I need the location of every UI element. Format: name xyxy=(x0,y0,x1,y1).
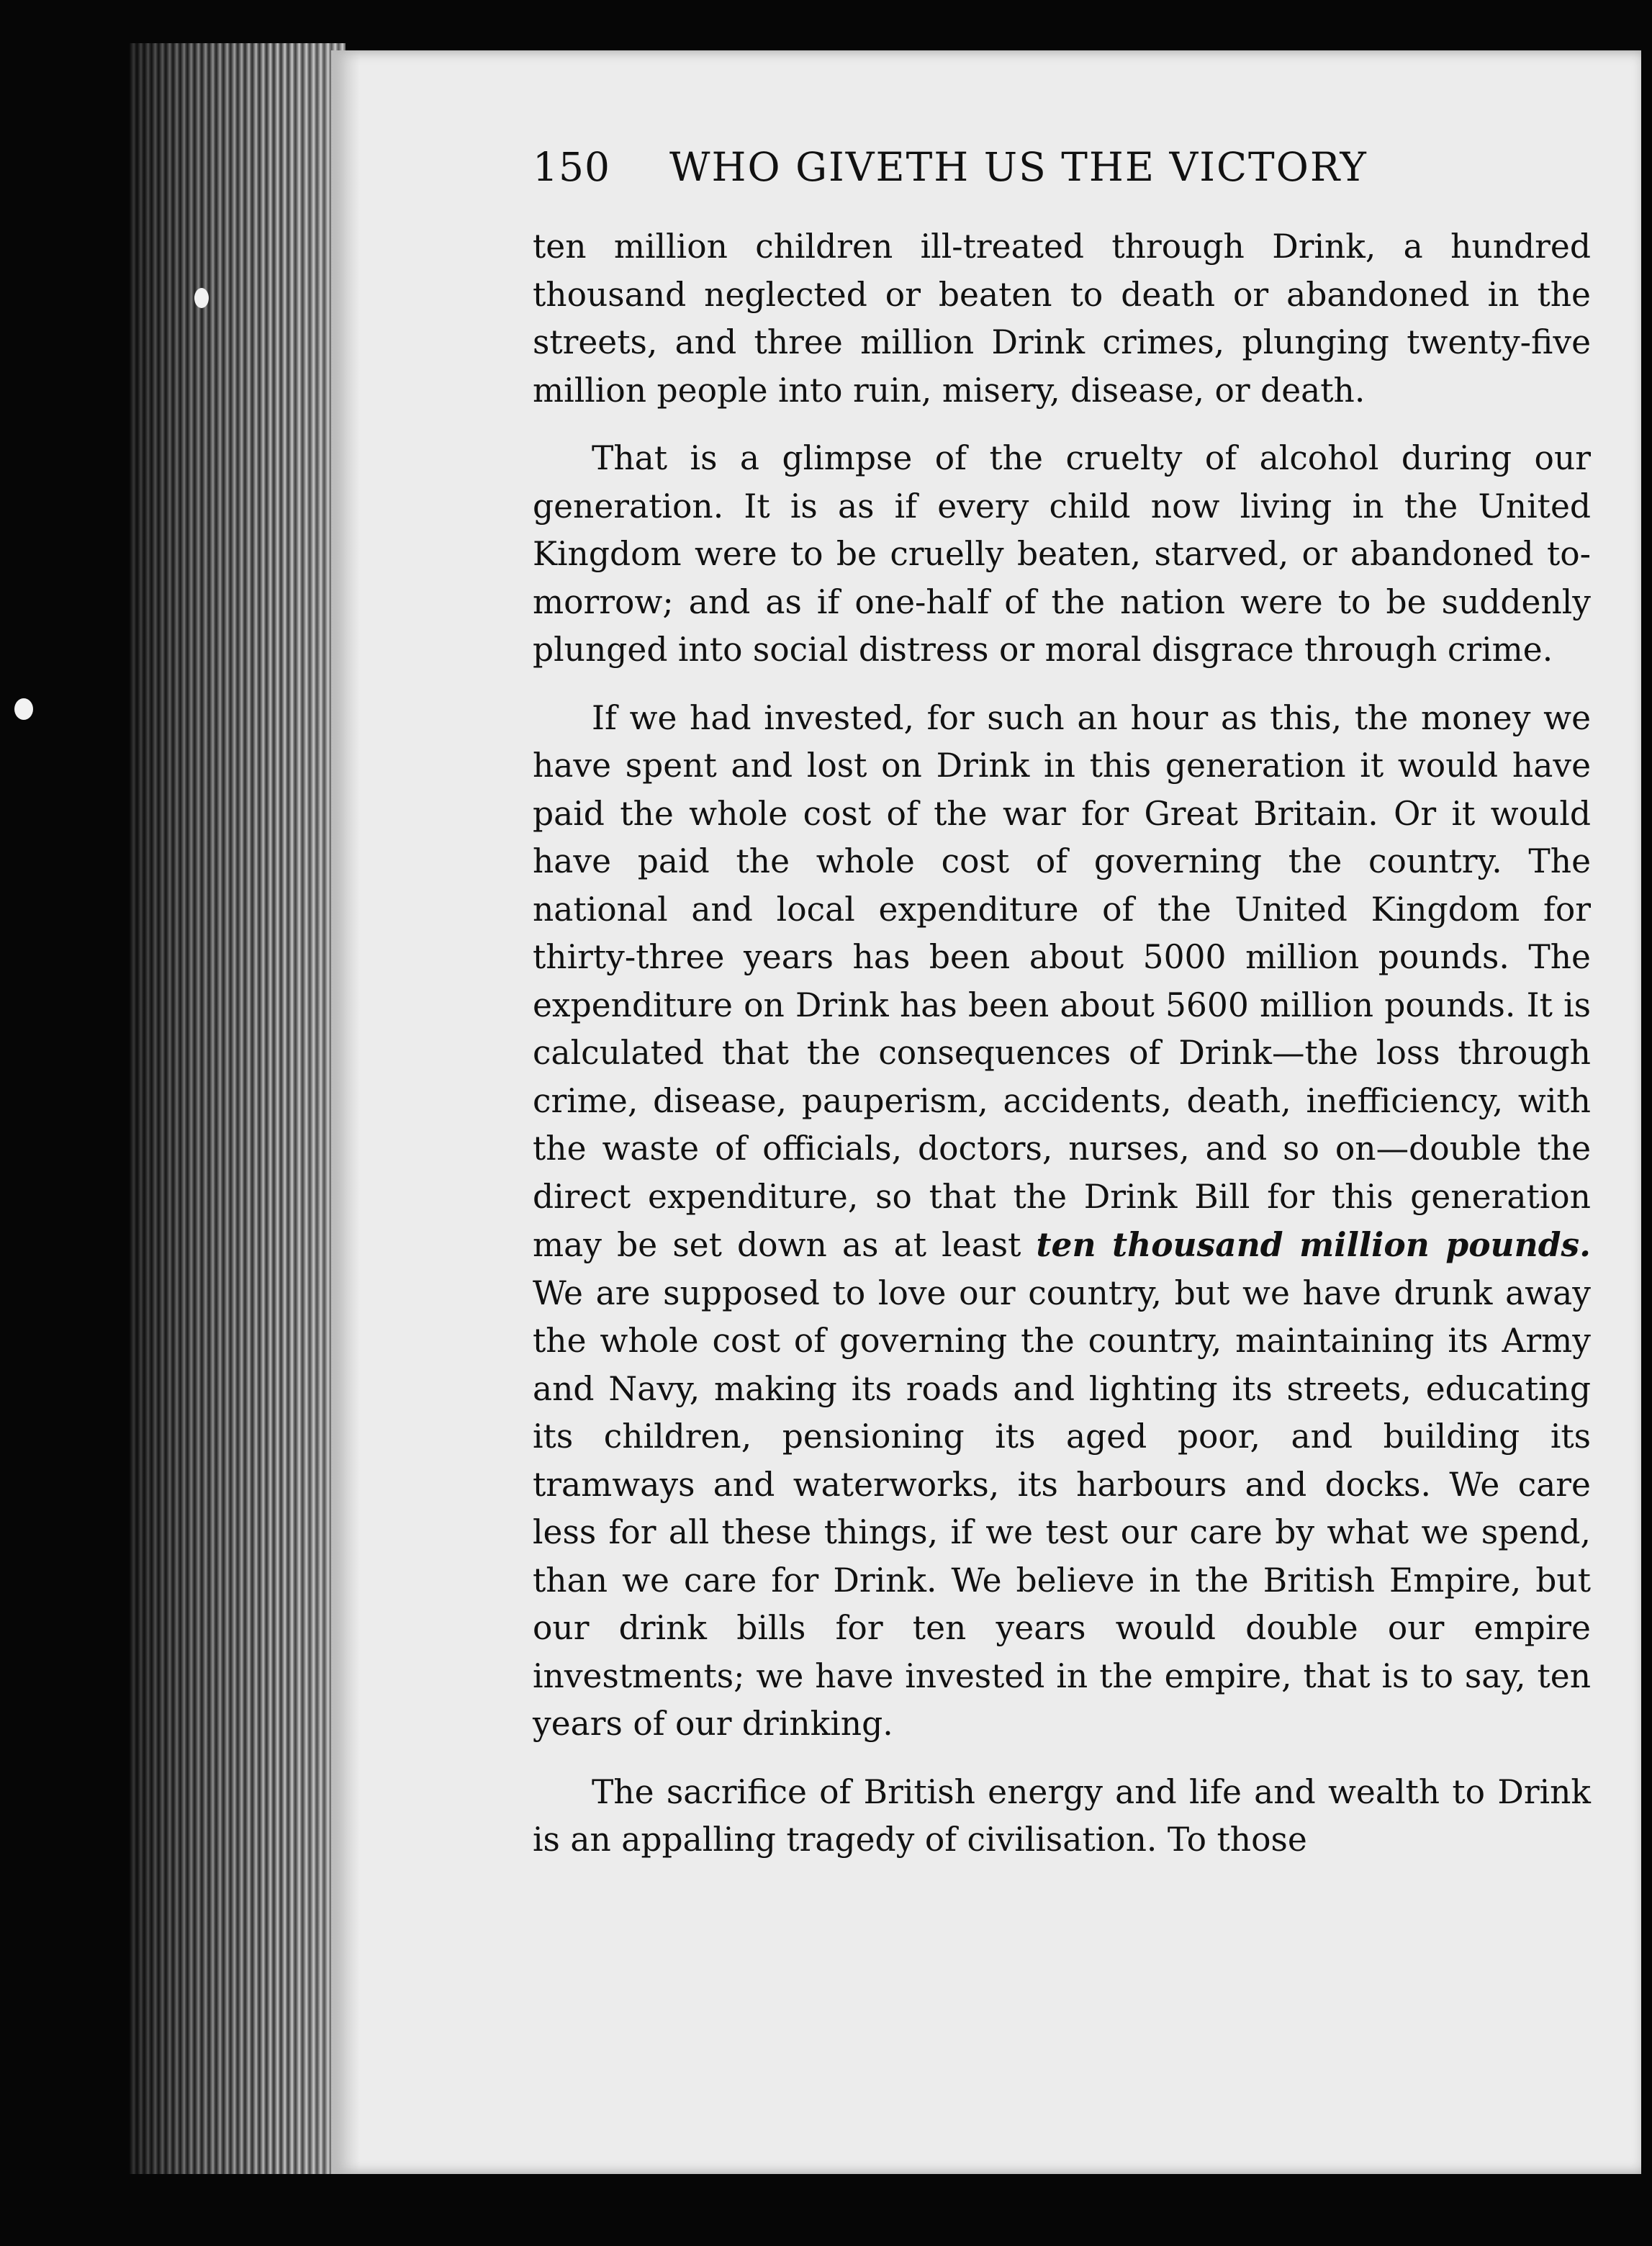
paragraph-3-after: We are supposed to love our country, but we have drunk away the whole cost of governing the country, maintaining its Army and Navy, making its roads and lighting its streets, educating its children, pensioning its aged poor, and building its tramways and waterworks, its harbours and docks. We care less for all these things, if we test our care by what we spend, than we care for Drink. We believe in the British Empire, but our drink bills for ten years would double our empire investments; we have invested in the empire, that is to say, ten years of our drinking. xyxy=(533,1273,1591,1743)
scan-speck xyxy=(194,288,209,308)
page-edges xyxy=(130,43,346,2174)
scan-speck xyxy=(14,698,33,720)
paragraph-4: The sacrifice of British energy and life and wealth to Drink is an appalling tragedy of civilisation. To those xyxy=(533,1772,1591,1859)
paragraph-1: ten million children ill-treated through Drink, a hundred thousand neglected or beaten to death or abandoned in the streets, and three million Drink crimes, plunging twenty-five million people into ruin, misery, disease, or death. xyxy=(533,227,1591,410)
paragraph-2: That is a glimpse of the cruelty of alcohol during our generation. It is as if every child now living in the United Kingdom were to be cruelly beaten, starved, or abandoned to-morrow; and as if one-half of the nation were to be suddenly plunged into social distress or moral disgrace through crime. xyxy=(533,439,1591,669)
paragraph-3-before: If we had invested, for such an hour as this, the money we have spent and lost on Drink in this generation it would have paid the whole cost of the war for Great Britain. Or it would have paid the whole cost of governing the country. The national and local expenditure of the United Kingdom for thirty-three years has been about 5000 million pounds. The expenditure on Drink has been about 5600 million pounds. It is calculated that the consequences of Drink—the loss through crime, disease, pauperism, accidents, death, inefficiency, with the waste of officials, doctors, nurses, and so on—double the direct expenditure, so that the Drink Bill for this generation may be set down as at least xyxy=(533,698,1591,1264)
emphasis-amount: ten thousand million pounds. xyxy=(1036,1225,1591,1264)
running-head xyxy=(533,144,1591,223)
paragraph-3 xyxy=(533,695,1591,1749)
page-text xyxy=(533,144,1591,1864)
page-number: 150 xyxy=(533,144,610,190)
running-title: WHO GIVETH US THE VICTORY xyxy=(669,144,1368,190)
